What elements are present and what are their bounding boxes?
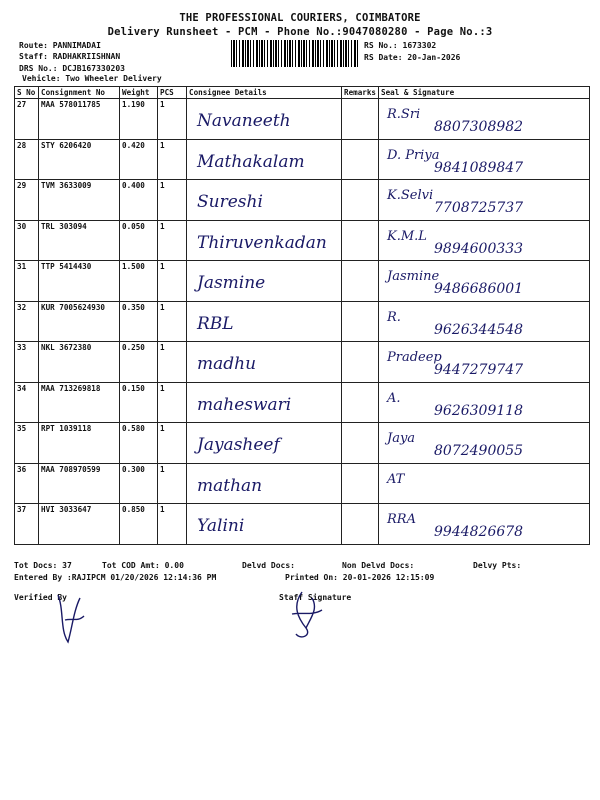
cell-weight: 0.300 bbox=[120, 463, 158, 504]
cell-consignee bbox=[187, 463, 342, 504]
cell-seal-signature bbox=[379, 139, 590, 180]
barcode bbox=[231, 40, 359, 67]
cell-remarks bbox=[342, 261, 379, 302]
cell-remarks bbox=[342, 423, 379, 464]
cell-remarks bbox=[342, 382, 379, 423]
signature-phone: 9944826678 bbox=[434, 524, 524, 540]
cell-sno: 27 bbox=[15, 99, 39, 140]
col-consignee: Consignee Details bbox=[187, 87, 342, 99]
cell-pcs: 1 bbox=[158, 139, 187, 180]
cell-seal-signature bbox=[379, 342, 590, 383]
cell-consignment: STY 6206420 bbox=[39, 139, 120, 180]
staff-signature-scribble bbox=[282, 588, 327, 643]
cell-pcs: 1 bbox=[158, 220, 187, 261]
cell-consignment: TTP 5414430 bbox=[39, 261, 120, 302]
table-row bbox=[15, 342, 590, 383]
cell-consignment: NKL 3672380 bbox=[39, 342, 120, 383]
cell-remarks bbox=[342, 301, 379, 342]
cell-weight: 1.190 bbox=[120, 99, 158, 140]
consignee-handwriting: Navaneeth bbox=[197, 111, 291, 131]
cell-consignee bbox=[187, 261, 342, 302]
cell-seal-signature bbox=[379, 261, 590, 302]
vehicle-label: Vehicle: Two Wheeler Delivery bbox=[22, 74, 162, 83]
verifier-signature-scribble bbox=[50, 590, 90, 645]
cell-seal-signature bbox=[379, 504, 590, 545]
table-row bbox=[15, 382, 590, 423]
delvy-pts: Delvy Pts: bbox=[473, 561, 522, 570]
consignee-handwriting: Jayasheef bbox=[197, 435, 280, 455]
cell-seal-signature bbox=[379, 463, 590, 504]
cell-pcs: 1 bbox=[158, 463, 187, 504]
table-row bbox=[15, 139, 590, 180]
cell-consignment: MAA 578011785 bbox=[39, 99, 120, 140]
printed-on: Printed On: 20-01-2026 12:15:09 bbox=[285, 573, 435, 582]
cell-pcs: 1 bbox=[158, 99, 187, 140]
cell-remarks bbox=[342, 463, 379, 504]
cell-weight: 0.400 bbox=[120, 180, 158, 221]
cell-sno: 34 bbox=[15, 382, 39, 423]
route-label: Route: PANNIMADAI bbox=[19, 41, 101, 50]
signature-handwriting: K.M.L bbox=[387, 228, 427, 244]
cell-sno: 30 bbox=[15, 220, 39, 261]
cell-consignee bbox=[187, 99, 342, 140]
table-header bbox=[15, 87, 590, 99]
cell-consignee bbox=[187, 301, 342, 342]
table-row bbox=[15, 261, 590, 302]
signature-handwriting: K.Selvi bbox=[387, 188, 434, 203]
tot-cod: Tot COD Amt: 0.00 bbox=[102, 561, 184, 570]
col-pcs: PCS bbox=[158, 87, 187, 99]
signature-handwriting: Jasmine bbox=[387, 269, 440, 284]
cell-seal-signature bbox=[379, 382, 590, 423]
cell-pcs: 1 bbox=[158, 301, 187, 342]
signature-handwriting: D. Priya bbox=[387, 147, 440, 163]
cell-consignee bbox=[187, 382, 342, 423]
cell-sno: 28 bbox=[15, 139, 39, 180]
delvd-docs: Delvd Docs: bbox=[242, 561, 295, 570]
signature-phone: 8807308982 bbox=[434, 119, 524, 135]
cell-consignment: TVM 3633009 bbox=[39, 180, 120, 221]
company-name: THE PROFESSIONAL COURIERS, COIMBATORE bbox=[179, 12, 421, 24]
consignee-handwriting: Yalini bbox=[197, 516, 245, 536]
cell-consignee bbox=[187, 423, 342, 464]
table-row bbox=[15, 301, 590, 342]
rs-date: RS Date: 20-Jan-2026 bbox=[364, 53, 461, 62]
signature-phone: 9447279747 bbox=[434, 362, 524, 378]
cell-sno: 35 bbox=[15, 423, 39, 464]
cell-sno: 31 bbox=[15, 261, 39, 302]
signature-handwriting: Pradeep bbox=[387, 350, 442, 365]
rs-number: RS No.: 1673302 bbox=[364, 41, 437, 50]
consignee-handwriting: RBL bbox=[197, 313, 234, 334]
signature-phone: 9486686001 bbox=[434, 281, 524, 297]
cell-seal-signature bbox=[379, 220, 590, 261]
consignee-handwriting: madhu bbox=[197, 354, 257, 374]
cell-weight: 1.500 bbox=[120, 261, 158, 302]
cell-seal-signature bbox=[379, 423, 590, 464]
cell-seal-signature bbox=[379, 99, 590, 140]
cell-remarks bbox=[342, 99, 379, 140]
signature-handwriting: RRA bbox=[387, 512, 416, 527]
signature-phone: 9894600333 bbox=[434, 240, 524, 257]
consignee-handwriting: Mathakalam bbox=[197, 151, 305, 172]
consignee-handwriting: Thiruvenkadan bbox=[197, 232, 327, 253]
signature-phone: 8072490055 bbox=[434, 443, 524, 459]
cell-remarks bbox=[342, 139, 379, 180]
cell-consignment: MAA 708970599 bbox=[39, 463, 120, 504]
table-row bbox=[15, 504, 590, 545]
cell-weight: 0.250 bbox=[120, 342, 158, 383]
cell-weight: 0.850 bbox=[120, 504, 158, 545]
consignee-handwriting: Jasmine bbox=[197, 273, 266, 293]
col-signature: Seal & Signature bbox=[379, 87, 590, 99]
cell-consignment: HVI 3033647 bbox=[39, 504, 120, 545]
cell-consignee bbox=[187, 139, 342, 180]
consignee-handwriting: maheswari bbox=[197, 394, 292, 415]
table-row bbox=[15, 99, 590, 140]
signature-phone: 7708725737 bbox=[434, 200, 524, 216]
cell-consignee bbox=[187, 342, 342, 383]
cell-weight: 0.420 bbox=[120, 139, 158, 180]
signature-handwriting: A. bbox=[387, 390, 401, 406]
col-sno: S No bbox=[15, 87, 39, 99]
cell-consignee bbox=[187, 504, 342, 545]
cell-seal-signature bbox=[379, 180, 590, 221]
signature-handwriting: Jaya bbox=[387, 431, 416, 446]
table-row bbox=[15, 220, 590, 261]
cell-sno: 36 bbox=[15, 463, 39, 504]
staff-signature: Staff Signature bbox=[279, 593, 352, 602]
cell-weight: 0.580 bbox=[120, 423, 158, 464]
cell-weight: 0.350 bbox=[120, 301, 158, 342]
table-row bbox=[15, 423, 590, 464]
staff-label: Staff: RADHAKRIISHNAN bbox=[19, 52, 121, 61]
signature-phone: 9626344548 bbox=[434, 321, 524, 338]
cell-seal-signature bbox=[379, 301, 590, 342]
cell-sno: 32 bbox=[15, 301, 39, 342]
cell-sno: 29 bbox=[15, 180, 39, 221]
consignee-handwriting: mathan bbox=[197, 475, 263, 496]
signature-handwriting: R.Sri bbox=[387, 107, 421, 122]
table-row bbox=[15, 463, 590, 504]
entered-by: Entered By :RAJIPCM 01/20/2026 12:14:36 PM bbox=[14, 573, 217, 582]
cell-weight: 0.050 bbox=[120, 220, 158, 261]
cell-sno: 37 bbox=[15, 504, 39, 545]
runsheet-subtitle: Delivery Runsheet - PCM - Phone No.:9047080280 - Page No.:3 bbox=[107, 26, 493, 38]
cell-pcs: 1 bbox=[158, 382, 187, 423]
cell-remarks bbox=[342, 220, 379, 261]
non-delvd-docs: Non Delvd Docs: bbox=[342, 561, 415, 570]
runsheet-table bbox=[14, 86, 590, 545]
cell-consignment: KUR 7005624930 bbox=[39, 301, 120, 342]
cell-remarks bbox=[342, 180, 379, 221]
tot-docs: Tot Docs: 37 bbox=[14, 561, 72, 570]
verified-by: Verified By bbox=[14, 593, 67, 602]
col-remarks: Remarks bbox=[342, 87, 379, 99]
cell-weight: 0.150 bbox=[120, 382, 158, 423]
col-weight: Weight bbox=[120, 87, 158, 99]
signature-handwriting: AT bbox=[387, 471, 405, 487]
cell-remarks bbox=[342, 342, 379, 383]
drs-label: DRS No.: DCJB167330203 bbox=[19, 64, 125, 73]
table-row bbox=[15, 180, 590, 221]
signature-handwriting: R. bbox=[387, 309, 401, 325]
cell-consignment: TRL 303094 bbox=[39, 220, 120, 261]
consignee-handwriting: Sureshi bbox=[197, 192, 263, 212]
cell-consignment: RPT 1039118 bbox=[39, 423, 120, 464]
cell-pcs: 1 bbox=[158, 504, 187, 545]
cell-pcs: 1 bbox=[158, 180, 187, 221]
cell-consignee bbox=[187, 220, 342, 261]
cell-pcs: 1 bbox=[158, 342, 187, 383]
cell-pcs: 1 bbox=[158, 261, 187, 302]
cell-pcs: 1 bbox=[158, 423, 187, 464]
cell-consignee bbox=[187, 180, 342, 221]
col-consignment: Consignment No bbox=[39, 87, 120, 99]
cell-sno: 33 bbox=[15, 342, 39, 383]
cell-consignment: MAA 713269818 bbox=[39, 382, 120, 423]
signature-phone: 9626309118 bbox=[434, 402, 524, 419]
cell-remarks bbox=[342, 504, 379, 545]
signature-phone: 9841089847 bbox=[434, 159, 524, 176]
